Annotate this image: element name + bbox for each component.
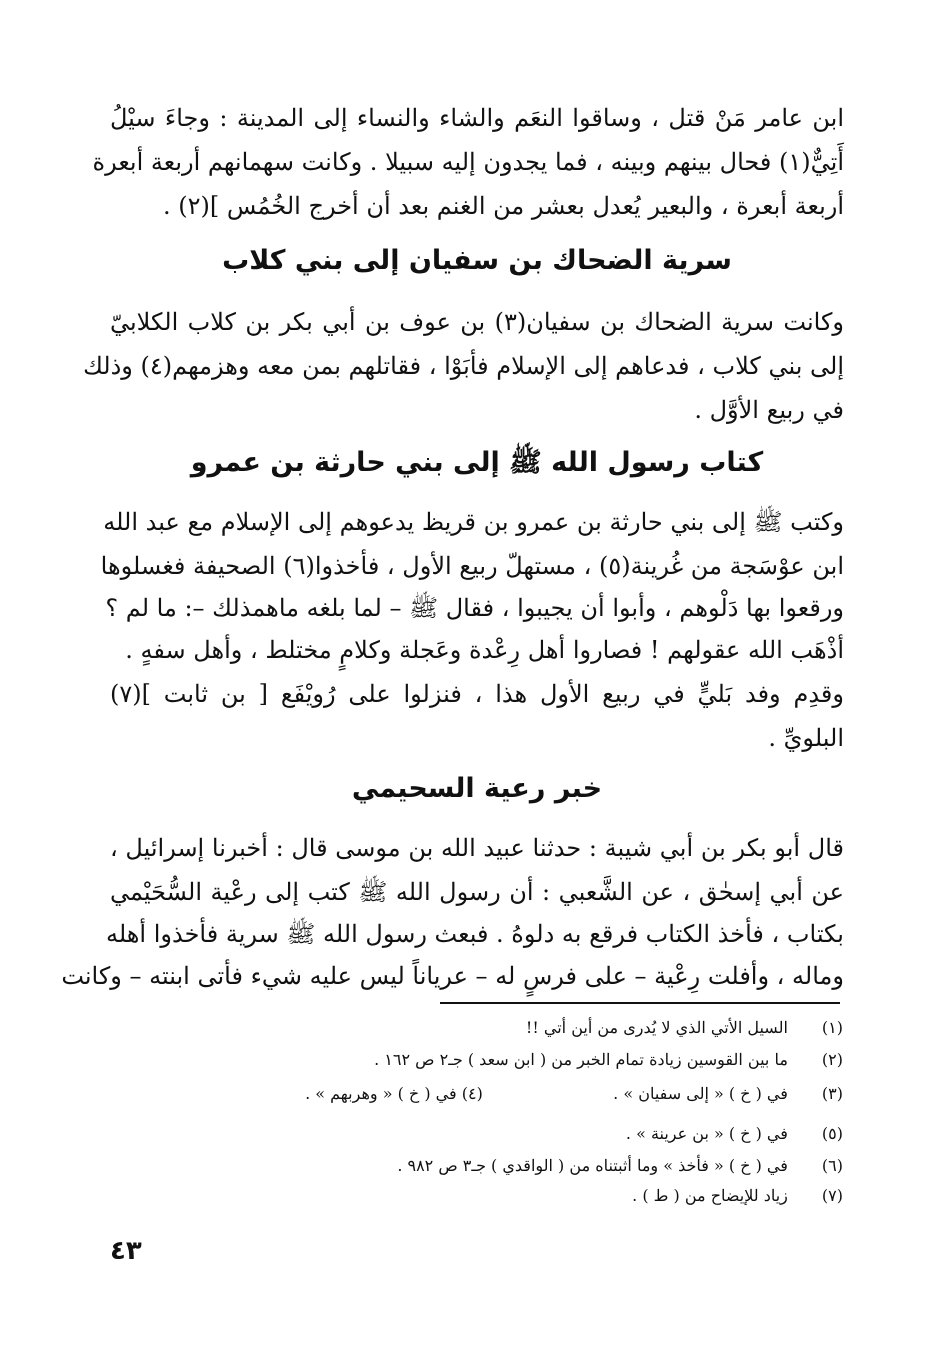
footnote-7 bbox=[109, 1182, 843, 1210]
footnote-4-text: (٤) في ( خ ) « وهربهم » . bbox=[305, 1084, 483, 1103]
footnote-text: في ( خ ) « بن عرينة » . bbox=[625, 1124, 788, 1143]
footnote-1 bbox=[109, 1014, 843, 1042]
paragraph-4-line-2: البلويِّ . bbox=[768, 724, 844, 752]
section-heading-rigya: خبر رعية السحيمي bbox=[351, 773, 603, 804]
paragraph-4-line-1: وقدِم وفد بَليٍّ في ربيع الأول هذا ، فنزلوا على رُويْفَع [ بن ثابت ](٧) bbox=[110, 680, 844, 708]
paragraph-1-line-3: أربعة أبعرة ، والبعير يُعدل بعشر من الغنم بعد أن أخرج الخُمُس ](٢) . bbox=[163, 192, 844, 220]
section-heading-letter-haritha: كتاب رسول الله ﷺ إلى بني حارثة بن عمرو bbox=[190, 447, 764, 478]
section-heading-dahhak: سرية الضحاك بن سفيان إلى بني كلاب bbox=[222, 245, 732, 276]
paragraph-2-line-3: في ربيع الأوَّل . bbox=[694, 396, 844, 424]
paragraph-3-line-2: ابن عوْسَجة من غُرينة(٥) ، مستهلّ ربيع الأول ، فأخذوا(٦) الصحيفة فغسلوها bbox=[100, 552, 844, 580]
paragraph-5-line-4: وماله ، وأفلت رِعْية – على فرسٍ له – عرياناً ليس عليه شيء فأتى ابنته – وكانت bbox=[61, 962, 844, 990]
footnote-text: في ( خ ) « إلى سفيان » . bbox=[613, 1084, 788, 1103]
page-number: ٤٣ bbox=[110, 1236, 142, 1266]
footnote-number: (٧) bbox=[821, 1186, 843, 1205]
paragraph-2-line-1: وكانت سرية الضحاك بن سفيان(٣) بن عوف بن أبي بكر بن كلاب الكلابيّ bbox=[110, 308, 844, 336]
footnote-number: (٥) bbox=[821, 1124, 843, 1143]
paragraph-5-line-1: قال أبو بكر بن أبي شيبة : حدثنا عبيد الله بن موسى قال : أخبرنا إسرائيل ، bbox=[110, 834, 844, 862]
paragraph-1-line-1: ابن عامر مَنْ قتل ، وساقوا النعَم والشاء والنساء إلى المدينة : وجاءَ سيْلُ bbox=[110, 104, 844, 132]
footnote-5 bbox=[109, 1120, 843, 1148]
paragraph-1-line-2: أَتِيٌّ(١) فحال بينهم وبينه ، فما يجدون إليه سبيلا . وكانت سهمانهم أربعة أبعرة bbox=[92, 148, 844, 176]
footnote-number: (٣) bbox=[821, 1084, 843, 1103]
footnote-number: (٢) bbox=[821, 1050, 843, 1069]
footnote-2 bbox=[109, 1046, 843, 1074]
paragraph-3-line-3: ورقعوا بها دَلْوهم ، وأبوا أن يجيبوا ، فقال ﷺ – لما بلغه ماهمذلك –: ما لم ؟ bbox=[105, 594, 844, 622]
paragraph-3-line-4: أذْهَب الله عقولهم ! فصاروا أهل رِعْدة وعَجلة وكلامٍ مختلط ، وأهل سفهٍ . bbox=[125, 636, 844, 664]
footnote-6 bbox=[109, 1152, 843, 1180]
paragraph-5-line-2: عن أبي إسحٰق ، عن الشَّعبي : أن رسول الله ﷺ كتب إلى رعْية السُّحَيْمي bbox=[110, 878, 844, 906]
footnote-text: في ( خ ) « فأخذ » وما أثبتناه من ( الواقدي ) جـ٣ ص ٩٨٢ . bbox=[397, 1156, 788, 1175]
footnote-text: ما بين القوسين زيادة تمام الخبر من ( ابن سعد ) جـ٢ ص ١٦٢ . bbox=[374, 1050, 788, 1069]
footnote-separator bbox=[440, 1002, 840, 1004]
paragraph-3-line-1: وكتب ﷺ إلى بني حارثة بن عمرو بن قريظ يدعوهم إلى الإسلام مع عبد الله bbox=[103, 508, 844, 536]
footnote-text: زياد للإيضاح من ( ط ) . bbox=[632, 1186, 788, 1205]
footnote-number: (٦) bbox=[821, 1156, 843, 1175]
footnote-3 bbox=[109, 1080, 843, 1108]
footnote-number: (١) bbox=[821, 1018, 843, 1037]
paragraph-5-line-3: بكتاب ، فأخذ الكتاب فرقع به دلوهُ . فبعث رسول الله ﷺ سرية فأخذوا أهله bbox=[105, 920, 844, 948]
paragraph-2-line-2: إلى بني كلاب ، فدعاهم إلى الإسلام فأبَوْا ، فقاتلهم بمن معه وهزمهم(٤) وذلك bbox=[83, 352, 844, 380]
footnote-text: السيل الأتي الذي لا يُدرى من أين أتي !! bbox=[525, 1018, 788, 1037]
